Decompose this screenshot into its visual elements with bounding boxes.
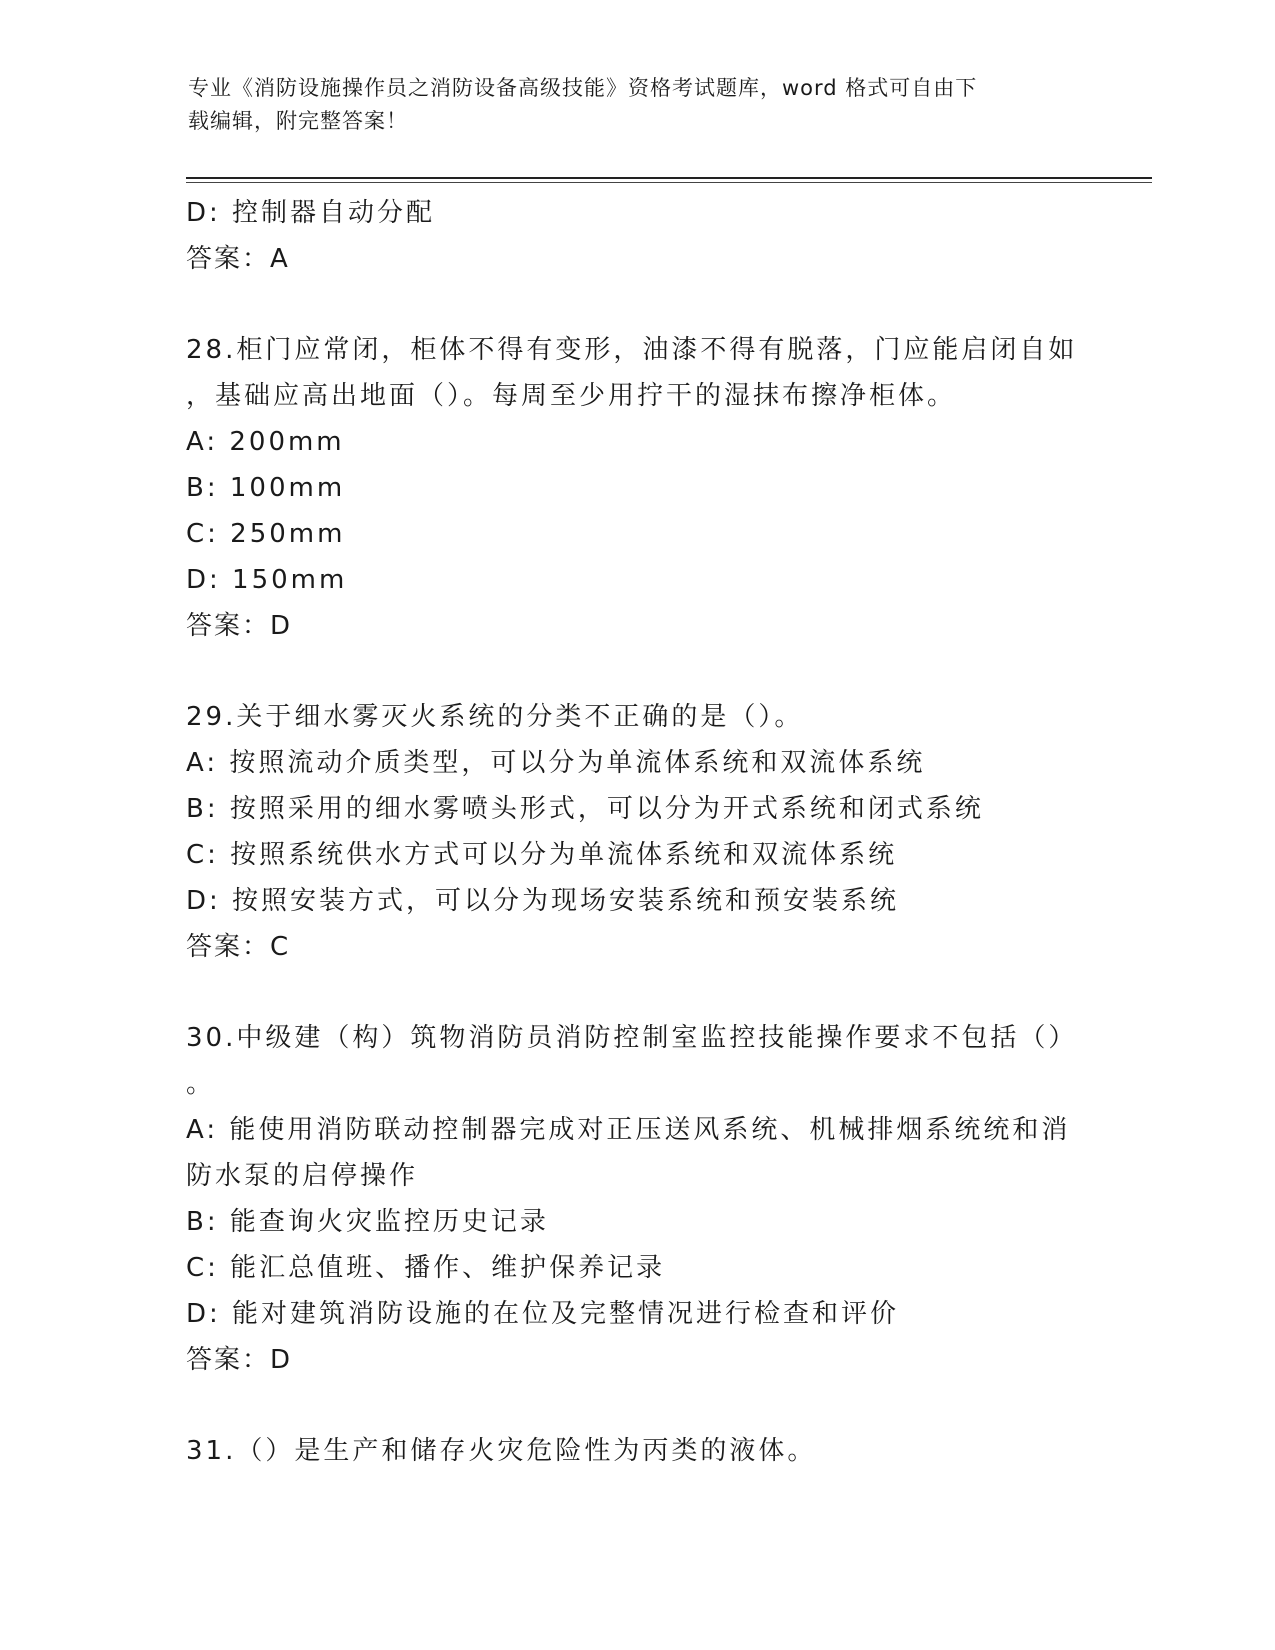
header-rule-thick [186, 177, 1152, 179]
prev-option-d: D: 控制器自动分配 [186, 198, 436, 228]
header-line-2: 载编辑，附完整答案！ [188, 109, 408, 133]
q30-option-a-line-2: 防水泵的启停操作 [186, 1161, 419, 1191]
spacer [186, 1383, 1086, 1428]
q28-option-c: C: 250mm [186, 519, 346, 549]
question-31 [186, 1428, 1086, 1474]
q29-option-a: A: 按照流动介质类型，可以分为单流体系统和双流体系统 [186, 748, 926, 778]
q28-stem-line-2: ，基础应高出地面（）。每周至少用拧干的湿抹布擦净柜体。 [186, 381, 957, 411]
spacer [186, 649, 1086, 694]
spacer [186, 970, 1086, 1015]
q30-stem-line-1: 30.中级建（构）筑物消防员消防控制室监控技能操作要求不包括（） [186, 1023, 1078, 1053]
prev-question [186, 190, 1086, 282]
q29-option-d: D: 按照安装方式，可以分为现场安装系统和预安装系统 [186, 886, 900, 916]
q30-answer: 答案：D [186, 1345, 293, 1375]
q29-option-b: B: 按照采用的细水雾喷头形式，可以分为开式系统和闭式系统 [186, 794, 984, 824]
q28-stem-line-1: 28.柜门应常闭，柜体不得有变形，油漆不得有脱落，门应能启闭自如 [186, 335, 1078, 365]
q30-option-c: C: 能汇总值班、播作、维护保养记录 [186, 1253, 666, 1283]
question-content [186, 190, 1086, 1474]
question-29 [186, 694, 1086, 970]
question-28 [186, 327, 1086, 649]
q30-option-b: B: 能查询火灾监控历史记录 [186, 1207, 549, 1237]
q30-option-d: D: 能对建筑消防设施的在位及完整情况进行检查和评价 [186, 1299, 900, 1329]
q30-stem-line-2: 。 [186, 1069, 216, 1099]
prev-answer: 答案：A [186, 244, 290, 274]
q29-option-c: C: 按照系统供水方式可以分为单流体系统和双流体系统 [186, 840, 898, 870]
header-rule-thin [186, 182, 1152, 183]
q28-option-b: B: 100mm [186, 473, 346, 503]
q31-stem-line-1: 31.（）是生产和储存火灾危险性为丙类的液体。 [186, 1436, 817, 1466]
q28-answer: 答案：D [186, 611, 293, 641]
document-header [188, 72, 1088, 138]
question-30 [186, 1015, 1086, 1383]
spacer [186, 282, 1086, 327]
header-line-1: 专业《消防设施操作员之消防设备高级技能》资格考试题库，word 格式可自由下 [188, 76, 978, 100]
q30-option-a-line-1: A: 能使用消防联动控制器完成对正压送风系统、机械排烟系统统和消 [186, 1115, 1071, 1145]
q28-option-d: D: 150mm [186, 565, 348, 595]
q29-answer: 答案：C [186, 932, 291, 962]
q28-option-a: A: 200mm [186, 427, 345, 457]
q29-stem-line-1: 29.关于细水雾灭火系统的分类不正确的是（）。 [186, 702, 804, 732]
